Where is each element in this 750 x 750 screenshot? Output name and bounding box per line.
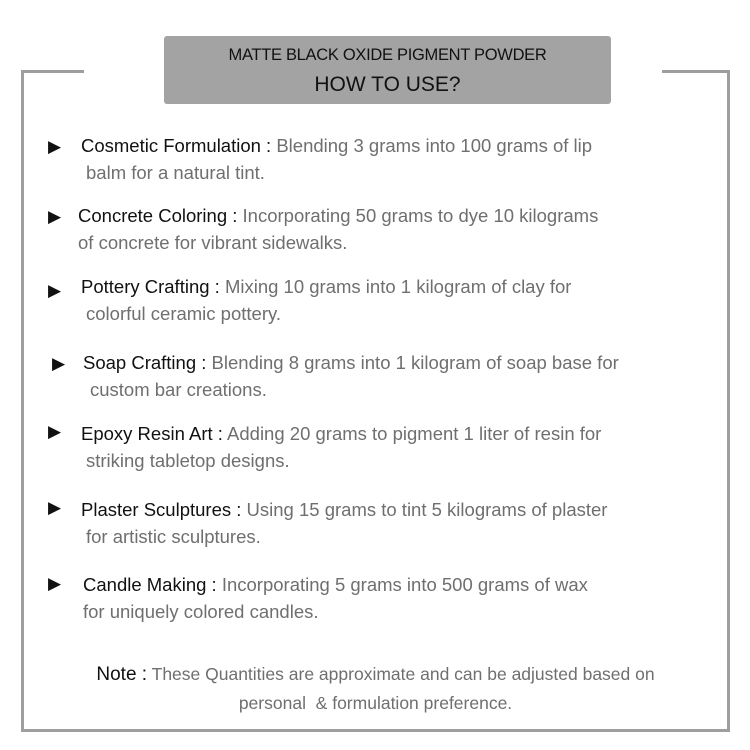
usage-item-epoxy bbox=[48, 420, 601, 474]
arrow-bullet-icon: ▶ bbox=[52, 354, 66, 373]
usage-desc: Incorporating 50 grams to dye 10 kilograms bbox=[242, 205, 599, 226]
product-name: MATTE BLACK OXIDE PIGMENT POWDER bbox=[228, 46, 547, 64]
arrow-bullet-icon: ▶ bbox=[48, 498, 62, 517]
arrow-bullet-icon: ▶ bbox=[48, 281, 62, 300]
frame-border-right bbox=[727, 70, 730, 732]
usage-item-pottery bbox=[48, 273, 571, 327]
usage-item-cosmetic bbox=[48, 132, 592, 186]
frame-border-top-right bbox=[662, 70, 730, 73]
usage-desc: Adding 20 grams to pigment 1 liter of resin for bbox=[227, 423, 602, 444]
usage-item-candle bbox=[48, 571, 588, 625]
note-text-cont: personal & formulation preference. bbox=[238, 693, 513, 713]
usage-term: Cosmetic Formulation : bbox=[81, 135, 272, 156]
frame-border-bottom bbox=[21, 729, 730, 732]
usage-term: Candle Making : bbox=[83, 574, 217, 595]
frame-border-left bbox=[21, 70, 24, 732]
usage-desc: Mixing 10 grams into 1 kilogram of clay for bbox=[224, 276, 572, 297]
usage-desc-cont: of concrete for vibrant sidewalks. bbox=[78, 232, 348, 253]
usage-term: Concrete Coloring : bbox=[78, 205, 238, 226]
header-banner bbox=[164, 36, 611, 104]
usage-desc-cont: striking tabletop designs. bbox=[86, 450, 290, 471]
usage-term: Plaster Sculptures : bbox=[81, 499, 242, 520]
usage-desc: Blending 3 grams into 100 grams of lip bbox=[276, 135, 593, 156]
note-label: Note : bbox=[96, 664, 148, 685]
usage-item-plaster bbox=[48, 496, 607, 550]
usage-desc-cont: balm for a natural tint. bbox=[86, 162, 265, 183]
arrow-bullet-icon: ▶ bbox=[48, 207, 62, 226]
frame-border-top-left bbox=[21, 70, 84, 73]
usage-item-soap bbox=[52, 349, 619, 403]
usage-desc-cont: for uniquely colored candles. bbox=[83, 601, 319, 622]
usage-term: Pottery Crafting : bbox=[81, 276, 220, 297]
page-title: HOW TO USE? bbox=[314, 73, 461, 96]
usage-desc-cont: for artistic sculptures. bbox=[86, 526, 261, 547]
note-text: These Quantities are approximate and can be adjusted based on bbox=[151, 664, 655, 684]
usage-desc-cont: custom bar creations. bbox=[90, 379, 267, 400]
arrow-bullet-icon: ▶ bbox=[48, 137, 62, 156]
usage-term: Soap Crafting : bbox=[83, 352, 207, 373]
usage-desc: Using 15 grams to tint 5 kilograms of plaster bbox=[246, 499, 608, 520]
usage-term: Epoxy Resin Art : bbox=[81, 423, 223, 444]
usage-desc-cont: colorful ceramic pottery. bbox=[86, 303, 281, 324]
usage-desc: Blending 8 grams into 1 kilogram of soap base for bbox=[211, 352, 619, 373]
note-section bbox=[24, 660, 727, 717]
usage-desc: Incorporating 5 grams into 500 grams of wax bbox=[221, 574, 588, 595]
arrow-bullet-icon: ▶ bbox=[48, 422, 62, 441]
usage-item-concrete bbox=[48, 202, 598, 256]
arrow-bullet-icon: ▶ bbox=[48, 574, 62, 593]
